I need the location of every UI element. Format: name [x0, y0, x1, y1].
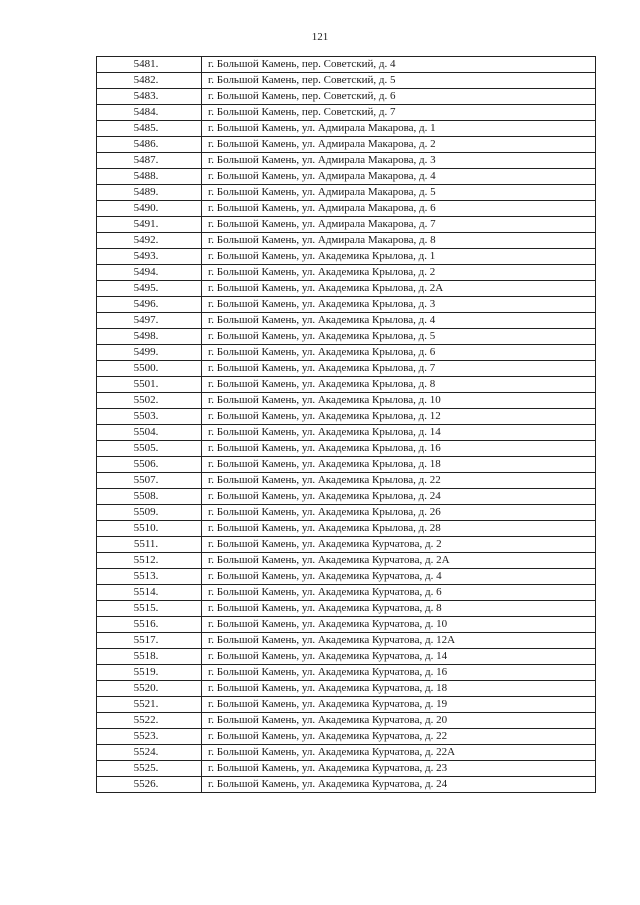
table-row [97, 185, 596, 201]
address-cell: г. Большой Камень, ул. Академика Крылова, д. 18 [202, 457, 596, 473]
address-cell: г. Большой Камень, пер. Советский, д. 7 [202, 105, 596, 121]
address-cell: г. Большой Камень, ул. Академика Курчатова, д. 12А [202, 633, 596, 649]
table-row [97, 313, 596, 329]
row-number-cell: 5490. [97, 201, 202, 217]
address-cell: г. Большой Камень, ул. Адмирала Макарова, д. 2 [202, 137, 596, 153]
table-row [97, 201, 596, 217]
address-cell: г. Большой Камень, ул. Академика Курчатова, д. 22 [202, 729, 596, 745]
row-number-cell: 5522. [97, 713, 202, 729]
table-row [97, 697, 596, 713]
address-cell: г. Большой Камень, ул. Академика Крылова, д. 7 [202, 361, 596, 377]
address-cell: г. Большой Камень, ул. Академика Курчатова, д. 2 [202, 537, 596, 553]
address-cell: г. Большой Камень, ул. Академика Крылова, д. 14 [202, 425, 596, 441]
table-row [97, 121, 596, 137]
table-row [97, 521, 596, 537]
row-number-cell: 5519. [97, 665, 202, 681]
row-number-cell: 5513. [97, 569, 202, 585]
address-cell: г. Большой Камень, ул. Академика Курчатова, д. 24 [202, 777, 596, 793]
address-cell: г. Большой Камень, ул. Академика Крылова, д. 2 [202, 265, 596, 281]
row-number-cell: 5483. [97, 89, 202, 105]
page-number: 121 [311, 31, 329, 43]
row-number-cell: 5493. [97, 249, 202, 265]
row-number-cell: 5495. [97, 281, 202, 297]
table-row [97, 649, 596, 665]
table-row [97, 409, 596, 425]
row-number-cell: 5485. [97, 121, 202, 137]
row-number-cell: 5481. [97, 57, 202, 73]
row-number-cell: 5502. [97, 393, 202, 409]
table-row [97, 569, 596, 585]
address-cell: г. Большой Камень, ул. Академика Крылова, д. 22 [202, 473, 596, 489]
row-number-cell: 5501. [97, 377, 202, 393]
table-row [97, 729, 596, 745]
address-cell: г. Большой Камень, ул. Академика Крылова, д. 2А [202, 281, 596, 297]
row-number-cell: 5503. [97, 409, 202, 425]
table-row [97, 329, 596, 345]
address-cell: г. Большой Камень, ул. Адмирала Макарова, д. 8 [202, 233, 596, 249]
row-number-cell: 5524. [97, 745, 202, 761]
row-number-cell: 5525. [97, 761, 202, 777]
row-number-cell: 5516. [97, 617, 202, 633]
address-cell: г. Большой Камень, ул. Адмирала Макарова, д. 4 [202, 169, 596, 185]
table-row [97, 441, 596, 457]
row-number-cell: 5499. [97, 345, 202, 361]
table-row [97, 745, 596, 761]
row-number-cell: 5514. [97, 585, 202, 601]
address-cell: г. Большой Камень, ул. Академика Курчатова, д. 14 [202, 649, 596, 665]
row-number-cell: 5505. [97, 441, 202, 457]
row-number-cell: 5506. [97, 457, 202, 473]
address-cell: г. Большой Камень, пер. Советский, д. 6 [202, 89, 596, 105]
address-cell: г. Большой Камень, ул. Академика Крылова, д. 1 [202, 249, 596, 265]
address-cell: г. Большой Камень, ул. Академика Курчатова, д. 19 [202, 697, 596, 713]
table-row [97, 553, 596, 569]
row-number-cell: 5484. [97, 105, 202, 121]
table-row [97, 537, 596, 553]
row-number-cell: 5498. [97, 329, 202, 345]
address-cell: г. Большой Камень, ул. Академика Курчатова, д. 22А [202, 745, 596, 761]
table-row [97, 233, 596, 249]
address-cell: г. Большой Камень, ул. Академика Крылова, д. 10 [202, 393, 596, 409]
table-row [97, 713, 596, 729]
table-row [97, 265, 596, 281]
table-row [97, 393, 596, 409]
address-cell: г. Большой Камень, ул. Академика Курчатова, д. 6 [202, 585, 596, 601]
table-row [97, 377, 596, 393]
row-number-cell: 5500. [97, 361, 202, 377]
table-row [97, 153, 596, 169]
table-row [97, 457, 596, 473]
row-number-cell: 5512. [97, 553, 202, 569]
row-number-cell: 5487. [97, 153, 202, 169]
table-row [97, 473, 596, 489]
address-cell: г. Большой Камень, ул. Академика Крылова, д. 3 [202, 297, 596, 313]
row-number-cell: 5517. [97, 633, 202, 649]
address-cell: г. Большой Камень, пер. Советский, д. 5 [202, 73, 596, 89]
row-number-cell: 5489. [97, 185, 202, 201]
row-number-cell: 5521. [97, 697, 202, 713]
row-number-cell: 5510. [97, 521, 202, 537]
address-cell: г. Большой Камень, ул. Адмирала Макарова, д. 6 [202, 201, 596, 217]
row-number-cell: 5518. [97, 649, 202, 665]
address-cell: г. Большой Камень, ул. Академика Курчатова, д. 2А [202, 553, 596, 569]
address-registry-body [97, 57, 596, 793]
table-row [97, 361, 596, 377]
address-cell: г. Большой Камень, ул. Академика Крылова, д. 4 [202, 313, 596, 329]
row-number-cell: 5492. [97, 233, 202, 249]
address-cell: г. Большой Камень, ул. Академика Курчатова, д. 23 [202, 761, 596, 777]
table-row [97, 281, 596, 297]
address-cell: г. Большой Камень, ул. Академика Курчатова, д. 8 [202, 601, 596, 617]
table-row [97, 585, 596, 601]
table-row [97, 89, 596, 105]
address-cell: г. Большой Камень, ул. Академика Крылова, д. 28 [202, 521, 596, 537]
row-number-cell: 5507. [97, 473, 202, 489]
row-number-cell: 5482. [97, 73, 202, 89]
row-number-cell: 5488. [97, 169, 202, 185]
table-row [97, 617, 596, 633]
table-row [97, 57, 596, 73]
table-row [97, 249, 596, 265]
table-row [97, 601, 596, 617]
table-row [97, 505, 596, 521]
row-number-cell: 5511. [97, 537, 202, 553]
row-number-cell: 5491. [97, 217, 202, 233]
row-number-cell: 5497. [97, 313, 202, 329]
row-number-cell: 5494. [97, 265, 202, 281]
address-cell: г. Большой Камень, ул. Академика Курчатова, д. 18 [202, 681, 596, 697]
address-registry-table [96, 56, 596, 793]
table-row [97, 137, 596, 153]
row-number-cell: 5523. [97, 729, 202, 745]
row-number-cell: 5526. [97, 777, 202, 793]
address-cell: г. Большой Камень, ул. Академика Крылова, д. 12 [202, 409, 596, 425]
address-cell: г. Большой Камень, ул. Адмирала Макарова, д. 5 [202, 185, 596, 201]
address-cell: г. Большой Камень, ул. Академика Курчатова, д. 10 [202, 617, 596, 633]
address-cell: г. Большой Камень, ул. Академика Крылова, д. 5 [202, 329, 596, 345]
address-cell: г. Большой Камень, ул. Академика Крылова, д. 6 [202, 345, 596, 361]
table-row [97, 345, 596, 361]
address-cell: г. Большой Камень, ул. Адмирала Макарова, д. 7 [202, 217, 596, 233]
address-cell: г. Большой Камень, пер. Советский, д. 4 [202, 57, 596, 73]
table-row [97, 169, 596, 185]
table-row [97, 681, 596, 697]
address-cell: г. Большой Камень, ул. Академика Крылова, д. 8 [202, 377, 596, 393]
table-row [97, 297, 596, 313]
address-cell: г. Большой Камень, ул. Академика Крылова, д. 16 [202, 441, 596, 457]
table-row [97, 761, 596, 777]
table-row [97, 777, 596, 793]
address-cell: г. Большой Камень, ул. Академика Крылова, д. 26 [202, 505, 596, 521]
row-number-cell: 5504. [97, 425, 202, 441]
address-cell: г. Большой Камень, ул. Академика Курчатова, д. 20 [202, 713, 596, 729]
table-row [97, 105, 596, 121]
row-number-cell: 5508. [97, 489, 202, 505]
table-row [97, 665, 596, 681]
row-number-cell: 5496. [97, 297, 202, 313]
address-cell: г. Большой Камень, ул. Академика Курчатова, д. 4 [202, 569, 596, 585]
row-number-cell: 5486. [97, 137, 202, 153]
table-row [97, 489, 596, 505]
table-row [97, 633, 596, 649]
address-cell: г. Большой Камень, ул. Адмирала Макарова, д. 1 [202, 121, 596, 137]
table-row [97, 425, 596, 441]
table-row [97, 217, 596, 233]
row-number-cell: 5515. [97, 601, 202, 617]
row-number-cell: 5509. [97, 505, 202, 521]
row-number-cell: 5520. [97, 681, 202, 697]
address-cell: г. Большой Камень, ул. Адмирала Макарова, д. 3 [202, 153, 596, 169]
address-cell: г. Большой Камень, ул. Академика Курчатова, д. 16 [202, 665, 596, 681]
address-cell: г. Большой Камень, ул. Академика Крылова, д. 24 [202, 489, 596, 505]
table-row [97, 73, 596, 89]
